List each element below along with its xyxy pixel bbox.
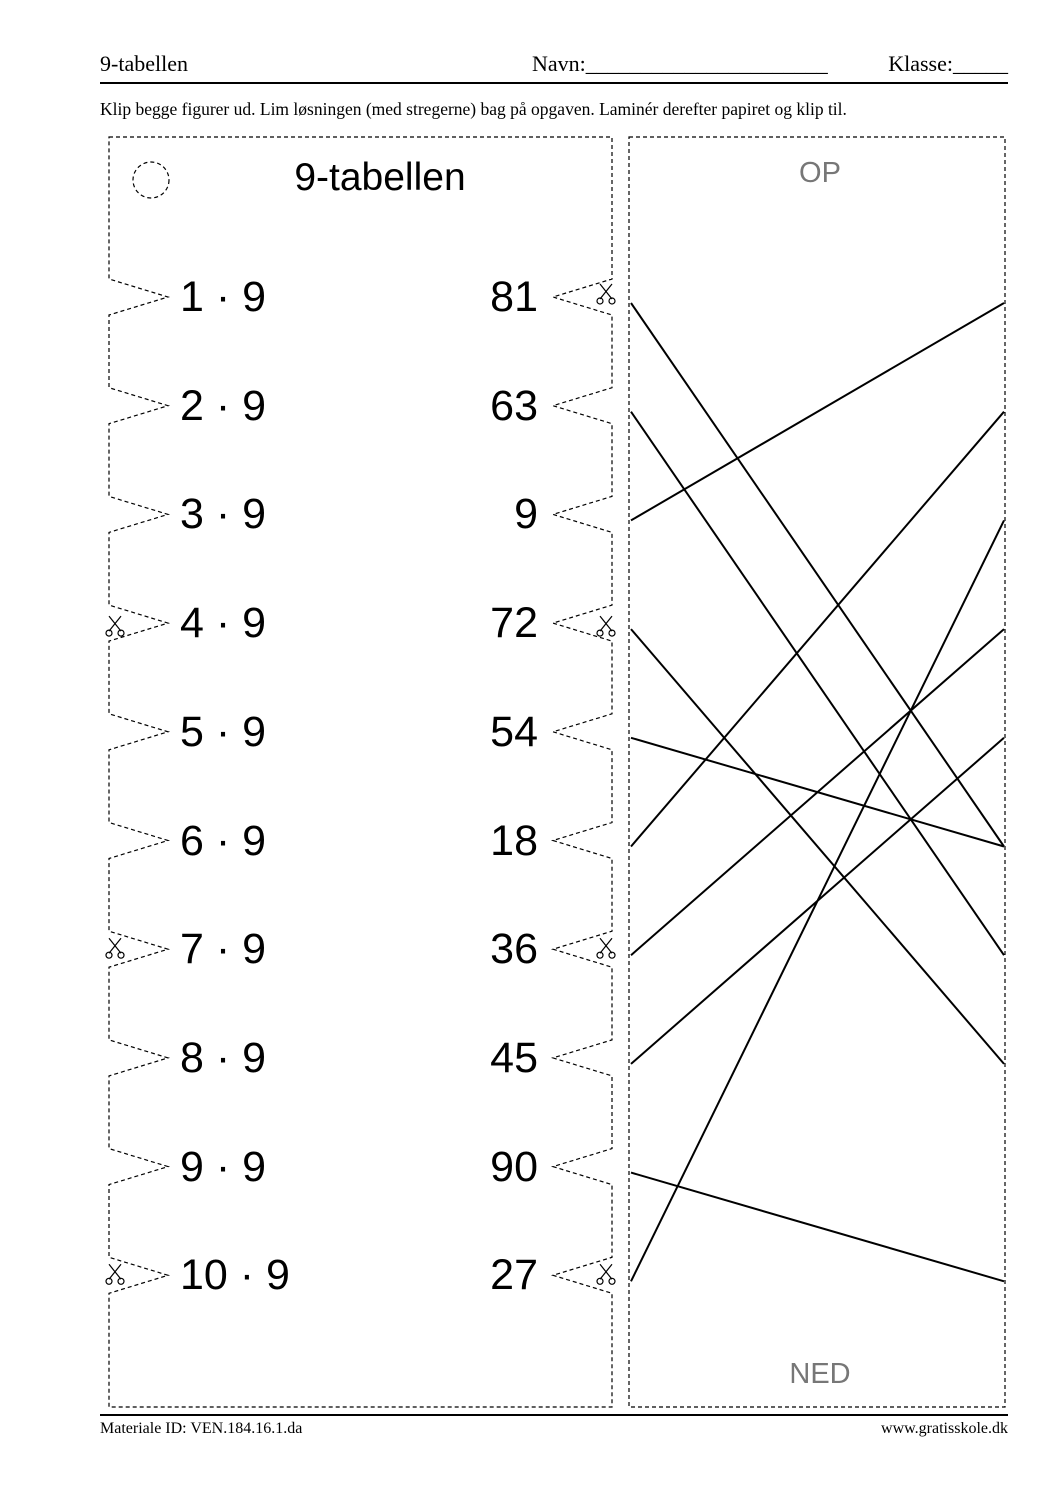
solution-line — [631, 412, 1004, 847]
problem-answer: 72 — [490, 599, 538, 648]
scissors-icon — [106, 938, 124, 958]
scissors-icon — [597, 284, 615, 304]
problem-answer: 18 — [490, 816, 538, 865]
problem-expression: 1 · 9 — [180, 273, 267, 321]
solution-bottom-label: NED — [789, 1358, 851, 1390]
solution-lines — [631, 303, 1004, 1281]
solution-line — [631, 412, 1004, 956]
footer-rule — [100, 1414, 1008, 1416]
problem-expression: 3 · 9 — [180, 490, 267, 539]
scissors-icon — [597, 616, 615, 636]
problem-answer: 90 — [490, 1142, 538, 1191]
instructions: Klip begge figurer ud. Lim løsningen (med stregerne) bag på opgaven. Laminér derefter papiret og klip til. — [100, 99, 847, 119]
scissors-icon — [597, 938, 615, 958]
solution-line — [631, 303, 1004, 520]
problem-answer: 9 — [514, 490, 538, 539]
solution-line — [631, 303, 1004, 847]
problem-expression: 10 · 9 — [180, 1251, 290, 1300]
material-id: Materiale ID: VEN.184.16.1.da — [100, 1420, 303, 1437]
scissors-icon — [597, 1264, 615, 1284]
page-title: 9-tabellen — [100, 51, 188, 76]
solution-card-outline — [629, 137, 1005, 1407]
problem-answer: 27 — [490, 1251, 538, 1300]
card-cut-line — [109, 137, 612, 1407]
problem-expression: 9 · 9 — [180, 1142, 267, 1191]
scissors-icon — [106, 616, 124, 636]
website-link: www.gratisskole.dk — [881, 1420, 1008, 1437]
class-field-label: Klasse:_____ — [888, 51, 1008, 76]
problem-answer: 36 — [490, 925, 538, 974]
problem-expression: 7 · 9 — [180, 925, 267, 974]
problem-answer: 45 — [490, 1033, 538, 1082]
solution-line — [631, 629, 1004, 1064]
problem-answer: 63 — [490, 381, 538, 430]
card-title: 9-tabellen — [294, 156, 466, 199]
problem-expression: 2 · 9 — [180, 381, 267, 430]
solution-line — [631, 629, 1004, 955]
problem-answer: 81 — [490, 273, 538, 321]
scissors-icons — [106, 284, 615, 1284]
solution-line — [631, 520, 1004, 1281]
punch-hole-circle — [133, 162, 169, 198]
problem-expression: 4 · 9 — [180, 599, 267, 648]
problem-answer: 54 — [490, 707, 538, 756]
scissors-icon — [106, 1264, 124, 1284]
solution-cut-line — [629, 137, 1005, 1407]
problem-card-outline — [109, 137, 612, 1407]
solution-line — [631, 1173, 1004, 1282]
solution-top-label: OP — [799, 157, 841, 189]
problem-expression: 6 · 9 — [180, 816, 267, 865]
problem-expression: 5 · 9 — [180, 707, 267, 756]
problem-expression: 8 · 9 — [180, 1033, 267, 1082]
name-field-label: Navn:______________________ — [532, 51, 828, 76]
